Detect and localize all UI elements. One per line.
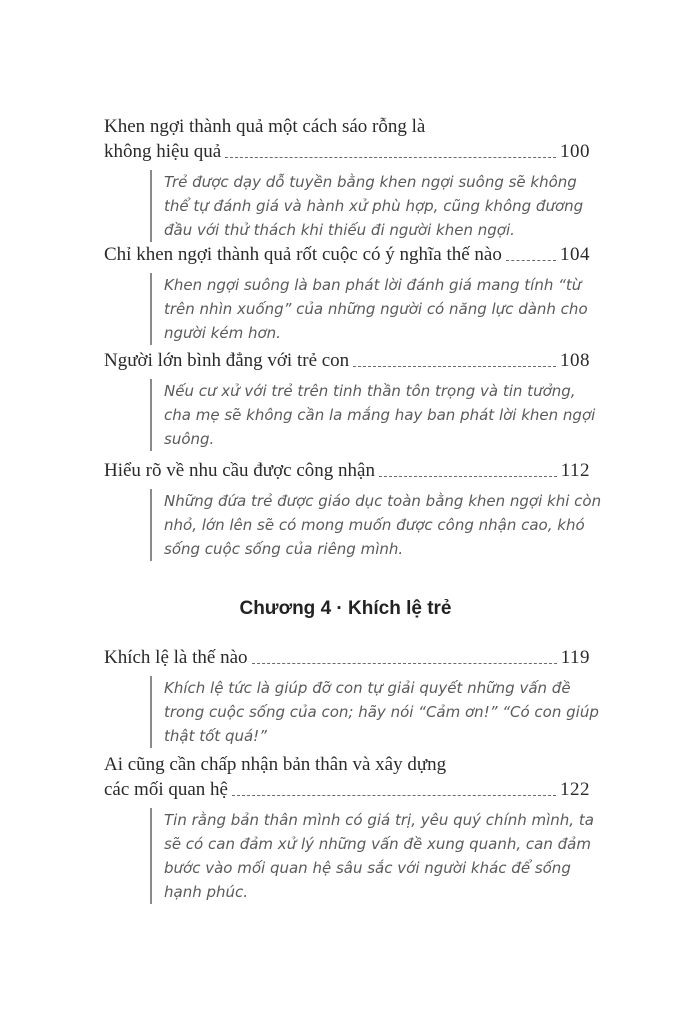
page-number: 119 (560, 647, 590, 668)
page-number: 104 (560, 244, 590, 265)
dot-leader (252, 663, 557, 664)
toc-entry (104, 458, 602, 561)
entry-title-text: Hiểu rõ về nhu cầu được công nhận (104, 460, 375, 481)
toc-entry (104, 348, 596, 451)
entry-title (104, 242, 590, 267)
entry-title-text: Khích lệ là thế nào (104, 647, 248, 668)
dot-leader (353, 366, 556, 367)
entry-title (104, 348, 590, 373)
toc-entry (104, 114, 590, 242)
page-number: 100 (560, 141, 590, 162)
toc-entry (104, 645, 599, 748)
entry-title-text: Khen ngợi thành quả một cách sáo rỗng là (104, 116, 426, 137)
entry-description: Khích lệ tức là giúp đỡ con tự giải quyết những vấn đề trong cuộc sống của con; hãy nói “Cảm ơn!” “Có con giúp thật tốt quá!” (150, 676, 604, 748)
entry-title (104, 458, 590, 483)
entry-description: Nếu cư xử với trẻ trên tinh thần tôn trọng và tin tưởng, cha mẹ sẽ không cần la mắng hay ban phát lời khen ngợi suông. (150, 379, 604, 451)
dot-leader (232, 795, 556, 796)
entry-title (104, 114, 590, 139)
entry-title (104, 777, 590, 802)
entry-title (104, 752, 590, 777)
toc-entry (104, 242, 590, 345)
entry-title-text: Ai cũng cần chấp nhận bản thân và xây dựng (104, 754, 447, 775)
entry-title-text: không hiệu quả (104, 141, 222, 162)
page-number: 122 (560, 779, 590, 800)
entry-description: Khen ngợi suông là ban phát lời đánh giá mang tính “từ trên nhìn xuống” của những người có năng lực dành cho người kém hơn. (150, 273, 604, 345)
entry-title-text: các mối quan hệ (104, 779, 228, 800)
entry-description: Trẻ được dạy dỗ tuyền bằng khen ngợi suông sẽ không thể tự đánh giá và hành xử phù hợp, cũng không đương đầu với thử thách khi thiếu đi người khen ngợi. (150, 170, 604, 242)
entry-description: Tin rằng bản thân mình có giá trị, yêu quý chính mình, ta sẽ có can đảm xử lý những vấn đề xung quanh, can đảm bước vào mối quan hệ sâu sắc với người khác để sống hạnh phúc. (150, 808, 604, 904)
page-number: 112 (560, 460, 590, 481)
dot-leader (506, 260, 556, 261)
entry-description: Những đứa trẻ được giáo dục toàn bằng khen ngợi khi còn nhỏ, lớn lên sẽ có mong muốn được công nhận cao, khó sống cuộc sống của riêng mình. (150, 489, 604, 561)
page-number: 108 (560, 350, 590, 371)
entry-title (104, 645, 590, 670)
entry-title-text: Người lớn bình đẳng với trẻ con (104, 350, 350, 371)
entry-title-text: Chỉ khen ngợi thành quả rốt cuộc có ý nghĩa thế nào (104, 244, 502, 265)
chapter-heading: Chương 4 · Khích lệ trẻ (239, 598, 452, 619)
dot-leader (225, 157, 556, 158)
toc-entry (104, 752, 594, 904)
entry-title (104, 139, 590, 164)
dot-leader (379, 476, 557, 477)
